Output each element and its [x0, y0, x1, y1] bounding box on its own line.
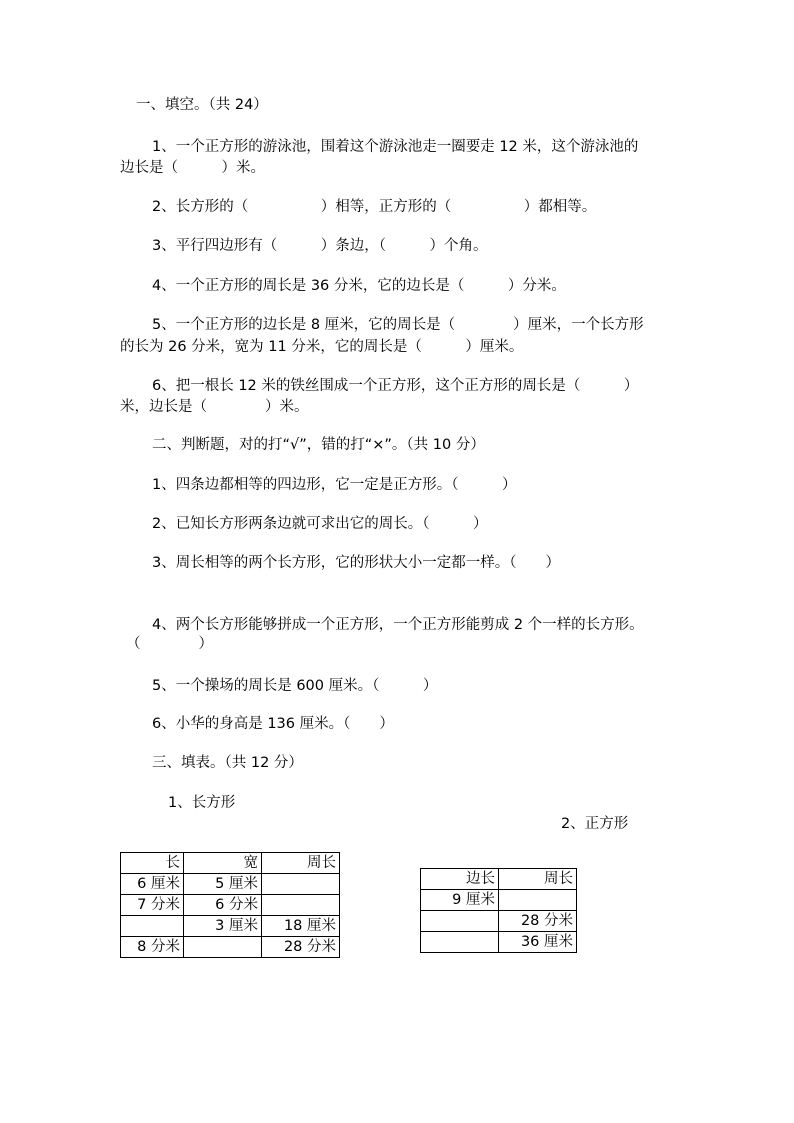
- table-cell: 9 厘米: [421, 890, 499, 911]
- s1-q6-line2: 米，边长是（ ）米。: [120, 399, 309, 415]
- table-cell: [262, 895, 340, 916]
- rectangle-table: [120, 852, 340, 958]
- table-header-row: [121, 853, 340, 874]
- table-cell: 3 厘米: [184, 916, 262, 937]
- header-cell: 边长: [421, 869, 499, 890]
- s2-q5: 5、一个操场的周长是 600 厘米。（ ）: [152, 678, 438, 694]
- s2-q3: 3、周长相等的两个长方形，它的形状大小一定都一样。（ ）: [152, 555, 560, 571]
- table-cell: 28 分米: [262, 937, 340, 958]
- s1-q2: 2、长方形的（ ）相等，正方形的（ ）都相等。: [152, 199, 597, 215]
- table-cell: 6 分米: [184, 895, 262, 916]
- table-cell: 6 厘米: [121, 874, 184, 895]
- table-cell: 28 分米: [499, 911, 577, 932]
- table-header-row: [421, 869, 577, 890]
- s2-q2: 2、已知长方形两条边就可求出它的周长。（ ）: [152, 516, 488, 532]
- s1-q5-line2: 的长为 26 分米，宽为 11 分米，它的周长是（ ）厘米。: [120, 339, 524, 355]
- table-cell: [262, 874, 340, 895]
- s1-q3: 3、平行四边形有（ ）条边，（ ）个角。: [152, 238, 488, 254]
- s1-q1-line1: 1、一个正方形的游泳池，围着这个游泳池走一圈要走 12 米，这个游泳池的: [152, 139, 639, 155]
- s3-sub1-label: 1、长方形: [168, 795, 236, 811]
- s1-q6-line1: 6、把一根长 12 米的铁丝围成一个正方形，这个正方形的周长是（ ）: [152, 378, 639, 394]
- section2-title: 二、判断题，对的打“√”，错的打“×”。（共 10 分）: [152, 437, 485, 453]
- table-row: [421, 932, 577, 953]
- s2-q1: 1、四条边都相等的四边形，它一定是正方形。（ ）: [152, 477, 517, 493]
- table-cell: [421, 911, 499, 932]
- table-cell: 5 厘米: [184, 874, 262, 895]
- header-cell: 周长: [499, 869, 577, 890]
- table-row: [121, 895, 340, 916]
- s2-q6: 6、小华的身高是 136 厘米。（ ）: [152, 716, 394, 732]
- table-cell: [499, 890, 577, 911]
- table-cell: [121, 916, 184, 937]
- table-row: [121, 874, 340, 895]
- table-cell: 18 厘米: [262, 916, 340, 937]
- table-cell: 7 分米: [121, 895, 184, 916]
- header-cell: 长: [121, 853, 184, 874]
- table-row: [421, 890, 577, 911]
- table-cell: 36 厘米: [499, 932, 577, 953]
- section3-title: 三、填表。（共 12 分）: [152, 755, 303, 771]
- header-cell: 周长: [262, 853, 340, 874]
- square-table: [420, 868, 577, 953]
- s1-q1-line2: 边长是（ ）米。: [120, 160, 265, 176]
- s1-q5-line1: 5、一个正方形的边长是 8 厘米，它的周长是（ ）厘米，一个长方形: [152, 317, 644, 333]
- section1-title: 一、填空。（共 24）: [136, 97, 268, 113]
- s2-q4-line2: （ ）: [126, 636, 213, 652]
- s1-q4: 4、一个正方形的周长是 36 分米，它的边长是（ ）分米。: [152, 278, 566, 294]
- table-row: [121, 916, 340, 937]
- s3-sub2-label: 2、正方形: [561, 816, 629, 832]
- header-cell: 宽: [184, 853, 262, 874]
- s2-q4-line1: 4、两个长方形能够拼成一个正方形，一个正方形能剪成 2 个一样的长方形。: [152, 617, 644, 633]
- table-cell: [184, 937, 262, 958]
- table-cell: [421, 932, 499, 953]
- table-cell: 8 分米: [121, 937, 184, 958]
- table-row: [421, 911, 577, 932]
- table-row: [121, 937, 340, 958]
